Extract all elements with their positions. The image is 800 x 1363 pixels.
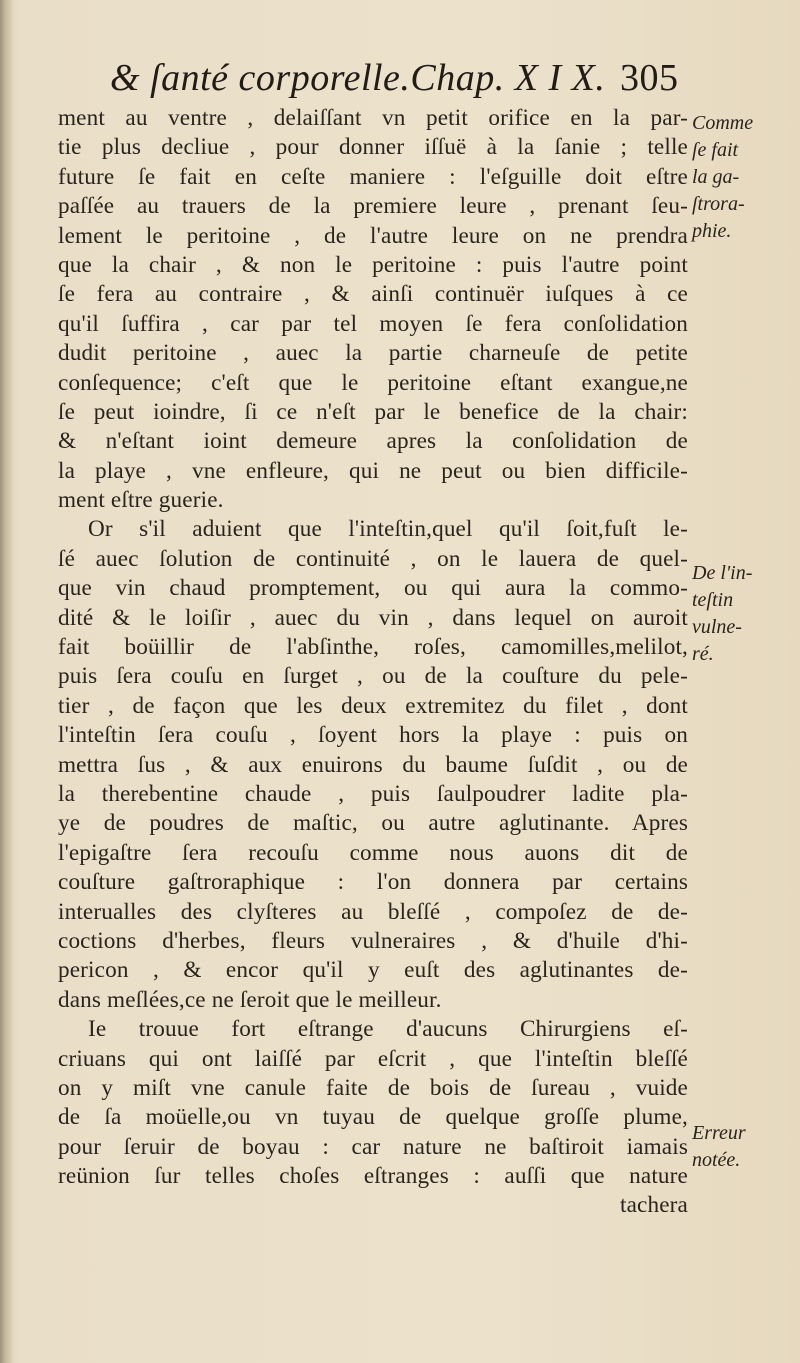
text-line: dans meſlées,ce ne ſeroit que le meilleur. xyxy=(58,986,442,1013)
text-line: & n'eſtant ioint demeure apres la conſolidation de xyxy=(58,428,688,455)
margin-note-gastroraphie xyxy=(692,110,753,245)
margin-note-erreur xyxy=(692,1120,746,1174)
text-line: on y miſt vne canule faite de bois de ſureau , vuide xyxy=(58,1074,688,1101)
text-line: ye de poudres de maſtic, ou autre aglutinante. Apres xyxy=(58,810,688,837)
margin-note-line: teſtin xyxy=(692,589,734,611)
paragraph-start-line: Ie trouue fort eſtrange d'aucuns Chirurgiens eſ- xyxy=(88,1016,688,1043)
text-line: couſture gaſtroraphique : l'on donnera par certains xyxy=(58,869,688,896)
text-line: ment au ventre , delaiſſant vn petit orifice en la par- xyxy=(58,105,688,131)
text-line: dité & le loiſir , auec du vin , dans lequel on auroit xyxy=(58,604,688,631)
text-line: fait boüillir de l'abſinthe, roſes, camomilles,melilot, xyxy=(58,634,688,661)
margin-note-line: la ga- xyxy=(692,166,740,188)
margin-note-intestin xyxy=(692,560,752,668)
margin-note-line: ré. xyxy=(692,643,714,665)
paragraph-start-line: Or s'il aduient que l'inteſtin,quel qu'il ſoit,fuſt le- xyxy=(88,516,688,543)
text-line: ſe fera au contraire , & ainſi continuër iuſques à ce xyxy=(58,281,688,308)
text-line: lement le peritoine , de l'autre leure on ne prendra xyxy=(58,222,688,249)
text-line: tie plus decliue , pour donner iſſuë à la ſanie ; telle xyxy=(58,134,688,161)
margin-note-line: ſe fait xyxy=(692,139,739,161)
text-line: mettra ſus , & aux enuirons du baume ſuſdit , ou de xyxy=(58,751,688,778)
text-line: dudit peritoine , auec la partie charneuſe de petite xyxy=(58,340,688,367)
text-line: interualles des clyſteres au bleſſé , compoſez de de- xyxy=(58,898,688,925)
text-line: coctions d'herbes, fleurs vulneraires , & d'huile d'hi- xyxy=(58,927,688,954)
text-line: que la chair , & non le peritoine : puis l'autre point xyxy=(58,251,688,278)
margin-note-line: vulne- xyxy=(692,616,742,638)
text-line: ment eſtre guerie. xyxy=(58,487,224,514)
text-line: ſe peut ioindre, ſi ce n'eſt par le benefice de la chair: xyxy=(58,398,688,425)
text-line: pericon , & encor qu'il y euſt des aglutinantes de- xyxy=(58,957,688,984)
text-line: la playe , vne enfleure, qui ne peut ou bien difficile- xyxy=(58,457,688,484)
text-line: tier , de façon que les deux extremitez du filet , dont xyxy=(58,692,688,719)
margin-note-line: Comme xyxy=(692,112,754,134)
text-line: l'inteſtin ſera couſu , ſoyent hors la playe : puis on xyxy=(58,722,688,749)
catchword: tachera xyxy=(620,1192,688,1219)
text-line: pour ſeruir de boyau : car nature ne baſtiroit iamais xyxy=(58,1133,688,1160)
text-line: reünion ſur telles choſes eſtranges : auſſi que nature xyxy=(58,1163,688,1190)
page-number: 305 xyxy=(620,57,679,99)
text-line: qu'il ſuffira , car par tel moyen ſe fera conſolidation xyxy=(58,310,688,337)
margin-note-line: De l'in- xyxy=(692,562,753,584)
margin-note-line: phie. xyxy=(692,220,732,242)
text-line: la therebentine chaude , puis ſaulpoudrer ladite pla- xyxy=(58,780,688,807)
text-line: l'epigaſtre ſera recouſu comme nous auons dit de xyxy=(58,839,688,866)
text-line: que vin chaud promptement, ou qui aura la commo- xyxy=(58,575,688,602)
text-line: puis ſera couſu en ſurget , ou de la couſture du pele- xyxy=(58,663,688,690)
margin-note-line: ſtrora- xyxy=(692,193,745,215)
margin-note-line: notée. xyxy=(692,1149,741,1171)
text-line: conſequence; c'eſt que le peritoine eſtant exangue,ne xyxy=(58,369,688,396)
text-line: criuans qui ont laiſſé par eſcrit , que l'inteſtin bleſſé xyxy=(58,1045,688,1072)
text-line: de ſa moüelle,ou vn tuyau de quelque groſſe plume, xyxy=(58,1104,688,1131)
margin-note-line: Erreur xyxy=(692,1122,746,1144)
running-title: & ſanté corporelle.Chap. X I X. xyxy=(110,57,606,99)
page-gutter-shadow xyxy=(0,0,14,1363)
body-text xyxy=(58,104,688,1221)
text-line: paſſée au trauers de la premiere leure , prenant ſeu- xyxy=(58,193,688,220)
text-line: ſé auec ſolution de continuité , on le lauera de quel- xyxy=(58,545,688,572)
running-head xyxy=(110,52,679,104)
text-line: future ſe fait en ceſte maniere : l'eſguille doit eſtre xyxy=(58,163,688,190)
